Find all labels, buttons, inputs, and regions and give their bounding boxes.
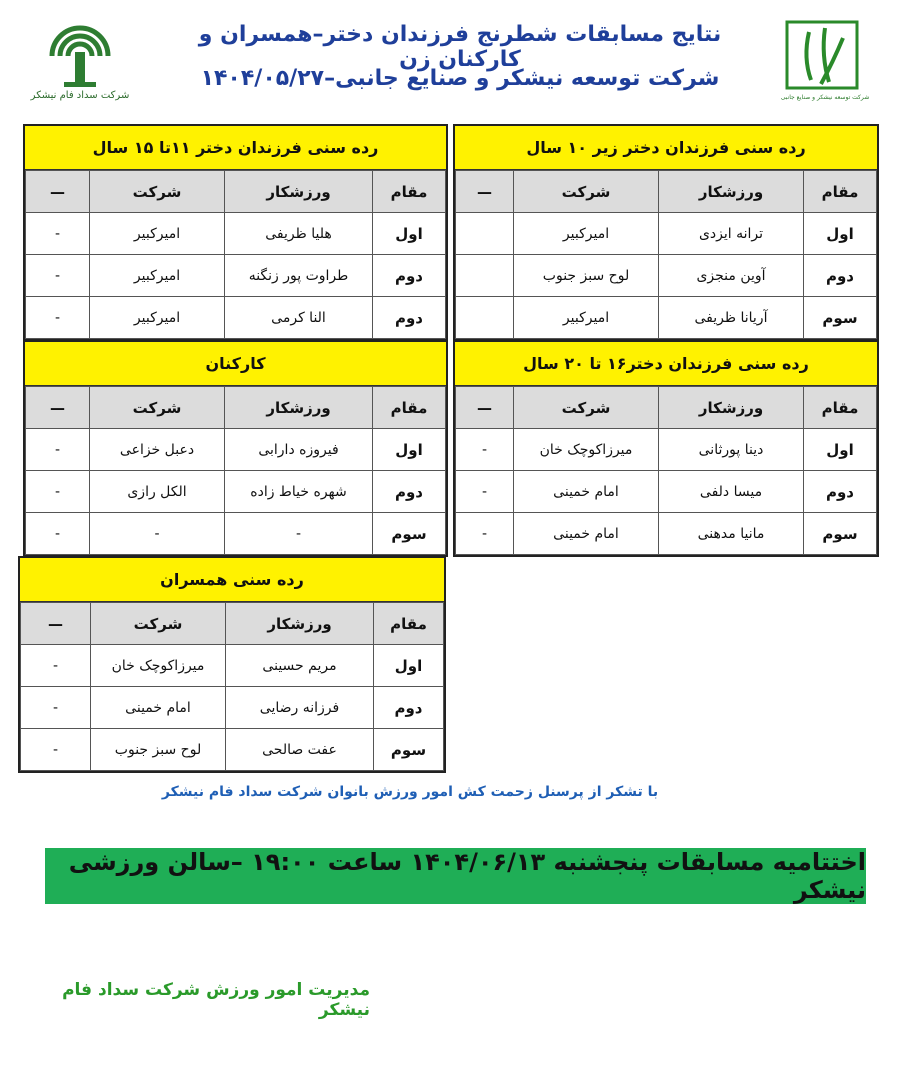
athlete-cell: عفت صالحی (226, 729, 374, 771)
col-extra: — (26, 171, 90, 213)
extra-cell: - (26, 255, 90, 297)
athlete-cell: مانیا مدهنی (659, 513, 804, 555)
col-company: شرکت (90, 171, 225, 213)
athlete-cell: میسا دلفی (659, 471, 804, 513)
athlete-cell: هلیا ظریفی (225, 213, 373, 255)
table-title: رده سنی فرزندان دختر۱۶ تا ۲۰ سال (455, 342, 877, 386)
results-table-staff (23, 340, 448, 557)
right-logo-label: شرکت توسعه نیشکر و صنایع جانبی (780, 94, 870, 101)
sugarcane-tree-logo-icon (30, 12, 130, 90)
col-athlete: ورزشکار (225, 387, 373, 429)
extra-cell: - (26, 297, 90, 339)
col-company: شرکت (514, 387, 659, 429)
table-header-row (456, 387, 877, 429)
table-row (456, 429, 877, 471)
extra-cell (456, 213, 514, 255)
athlete-cell: دینا پورثانی (659, 429, 804, 471)
col-company: شرکت (90, 387, 225, 429)
table-row (21, 687, 444, 729)
col-extra: — (456, 171, 514, 213)
company-cell: میرزاکوچک خان (514, 429, 659, 471)
rank-cell: دوم (373, 471, 446, 513)
results-table-11to15 (23, 124, 448, 341)
col-athlete: ورزشکار (226, 603, 374, 645)
company-cell: امیرکبیر (514, 297, 659, 339)
extra-cell: - (26, 429, 90, 471)
rank-cell: سوم (374, 729, 444, 771)
company-cell: امیرکبیر (90, 255, 225, 297)
extra-cell: - (456, 513, 514, 555)
col-athlete: ورزشکار (225, 171, 373, 213)
athlete-cell: النا کرمی (225, 297, 373, 339)
table-title: رده سنی فرزندان دختر ۱۱تا ۱۵ سال (25, 126, 446, 170)
rank-cell: اول (373, 429, 446, 471)
rank-cell: دوم (373, 255, 446, 297)
extra-cell: - (21, 687, 91, 729)
athlete-cell: شهره خیاط زاده (225, 471, 373, 513)
rank-cell: دوم (804, 471, 877, 513)
closing-ceremony-banner (45, 848, 866, 904)
col-extra: — (456, 387, 514, 429)
company-cell: امام خمینی (514, 513, 659, 555)
rank-cell: سوم (804, 513, 877, 555)
extra-cell: - (26, 213, 90, 255)
col-rank: مقام (373, 171, 446, 213)
table-row (26, 513, 446, 555)
company-cell: امیرکبیر (514, 213, 659, 255)
extra-cell (456, 255, 514, 297)
company-cell: - (90, 513, 225, 555)
table-header-row (21, 603, 444, 645)
company-cell: لوح سبز جنوب (514, 255, 659, 297)
company-leaf-logo-icon (781, 18, 869, 94)
rank-cell: اول (374, 645, 444, 687)
col-rank: مقام (373, 387, 446, 429)
company-cell: امیرکبیر (90, 213, 225, 255)
rank-cell: سوم (373, 513, 446, 555)
footer-signature: مدیریت امور ورزش شرکت سداد فام نیشکر (62, 980, 370, 1020)
athlete-cell: آریانا ظریفی (659, 297, 804, 339)
table-row (456, 213, 877, 255)
col-extra: — (21, 603, 91, 645)
rank-cell: دوم (804, 255, 877, 297)
col-athlete: ورزشکار (659, 387, 804, 429)
table-row (456, 513, 877, 555)
athlete-cell: فرزانه رضایی (226, 687, 374, 729)
col-rank: مقام (374, 603, 444, 645)
extra-cell: - (26, 513, 90, 555)
col-athlete: ورزشکار (659, 171, 804, 213)
table-row (26, 213, 446, 255)
company-logo-left (30, 12, 130, 106)
athlete-cell: طراوت پور زنگنه (225, 255, 373, 297)
extra-cell: - (456, 471, 514, 513)
table-title: کارکنان (25, 342, 446, 386)
rank-cell: دوم (374, 687, 444, 729)
table-header-row (26, 171, 446, 213)
rank-cell: اول (373, 213, 446, 255)
rank-cell: اول (804, 213, 877, 255)
col-extra: — (26, 387, 90, 429)
company-cell: امام خمینی (91, 687, 226, 729)
col-company: شرکت (514, 171, 659, 213)
extra-cell: - (26, 471, 90, 513)
athlete-cell: مریم حسینی (226, 645, 374, 687)
results-table-16to20 (453, 340, 879, 557)
table-title: رده سنی فرزندان دختر زیر ۱۰ سال (455, 126, 877, 170)
results-table-under10 (453, 124, 879, 341)
banner-text: اختتامیه مسابقات پنجشنبه ۱۴۰۴/۰۶/۱۳ ساعت ۱۹:۰۰ –سالن ورزشی نیشکر (68, 848, 866, 904)
table-header-row (456, 171, 877, 213)
table-header-row (26, 387, 446, 429)
table-row (26, 429, 446, 471)
col-company: شرکت (91, 603, 226, 645)
company-cell: امیرکبیر (90, 297, 225, 339)
table-row (26, 255, 446, 297)
col-rank: مقام (804, 171, 877, 213)
company-cell: لوح سبز جنوب (91, 729, 226, 771)
table-row (26, 297, 446, 339)
extra-cell: - (21, 645, 91, 687)
athlete-cell: - (225, 513, 373, 555)
company-cell: الکل رازی (90, 471, 225, 513)
rank-cell: سوم (804, 297, 877, 339)
table-row (456, 297, 877, 339)
extra-cell: - (456, 429, 514, 471)
extra-cell (456, 297, 514, 339)
table-row (21, 729, 444, 771)
left-logo-label: شرکت سداد فام نیشکر (30, 90, 130, 101)
table-row (456, 471, 877, 513)
col-rank: مقام (804, 387, 877, 429)
thanks-note: با تشکر از پرسنل زحمت کش امور ورزش بانوان شرکت سداد فام نیشکر (161, 784, 659, 800)
table-row (26, 471, 446, 513)
extra-cell: - (21, 729, 91, 771)
athlete-cell: فیروزه دارابی (225, 429, 373, 471)
page-title: نتایج مسابقات شطرنج فرزندان دختر–همسران و کارکنان زن (198, 22, 722, 72)
company-logo-right (781, 18, 869, 106)
athlete-cell: ترانه ایزدی (659, 213, 804, 255)
table-title: رده سنی همسران (20, 558, 444, 602)
rank-cell: اول (804, 429, 877, 471)
company-cell: میرزاکوچک خان (91, 645, 226, 687)
company-cell: امام خمینی (514, 471, 659, 513)
table-row (456, 255, 877, 297)
rank-cell: دوم (373, 297, 446, 339)
table-row (21, 645, 444, 687)
athlete-cell: آوین منجزی (659, 255, 804, 297)
page-subtitle: شرکت توسعه نیشکر و صنایع جانبی–۱۴۰۴/۰۵/۲۷ (200, 66, 720, 91)
company-cell: دعبل خزاعی (90, 429, 225, 471)
results-table-spouses (18, 556, 446, 773)
